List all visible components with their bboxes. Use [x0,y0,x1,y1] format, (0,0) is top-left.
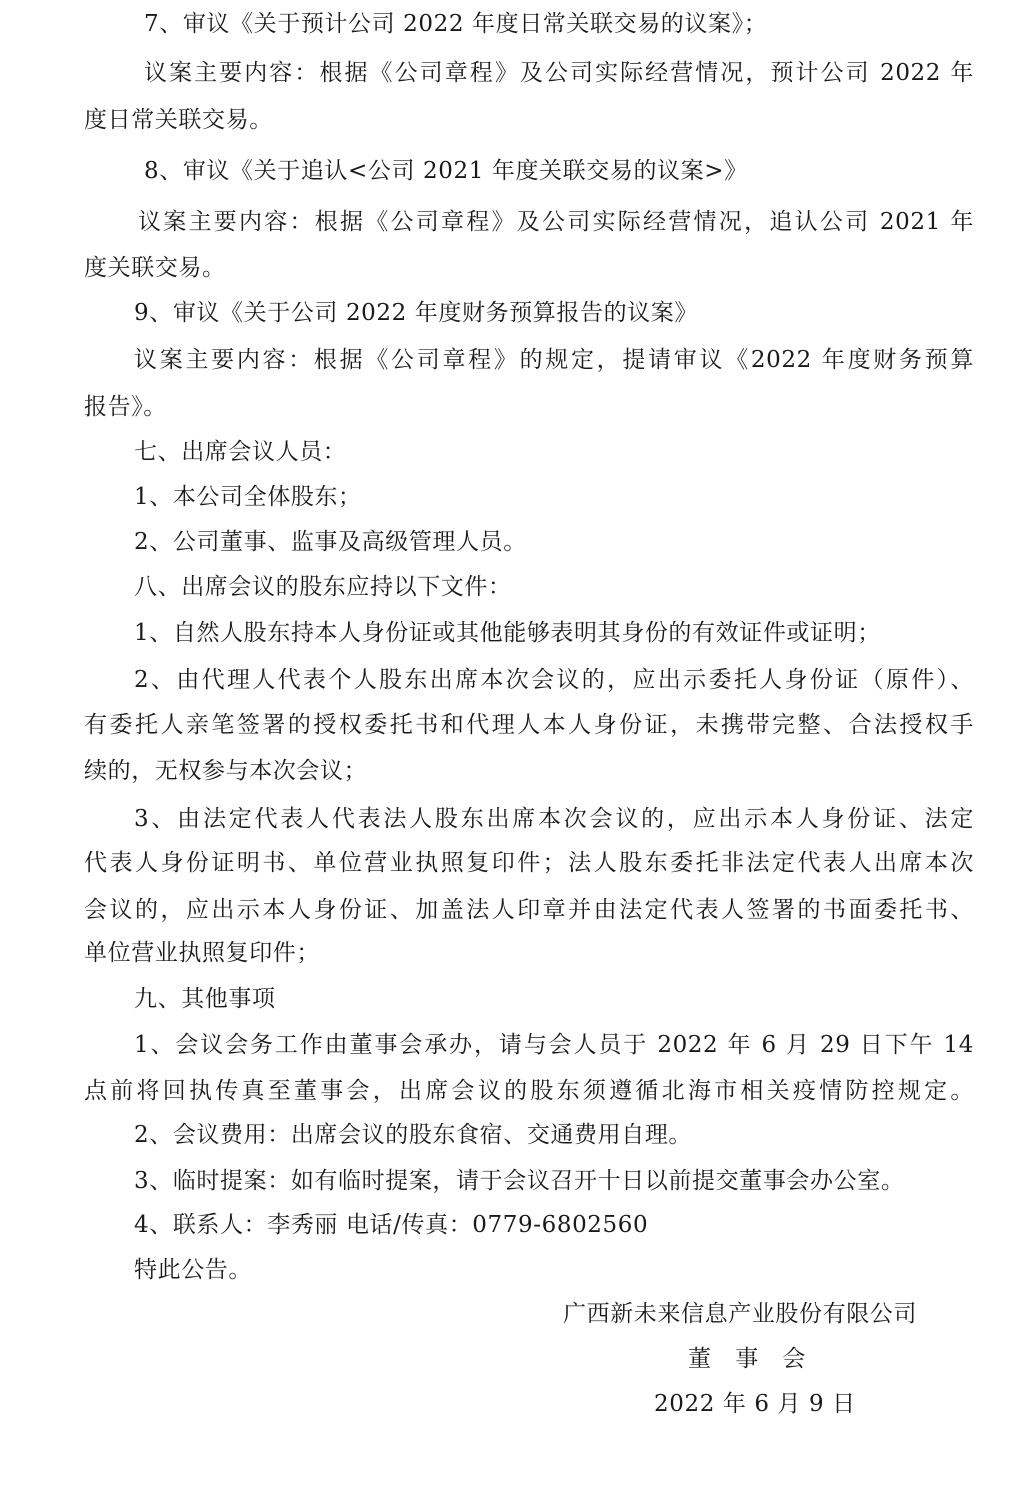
document-item-2-cont-end: 续的，无权参与本次会议； [84,758,368,784]
document-item-2-cont: 有委托人亲笔签署的授权委托书和代理人本人身份证，未携带完整、合法授权手 [84,712,974,738]
agenda-item-8-summary-cont: 度关联交易。 [84,255,226,281]
agenda-item-9-summary-cont: 报告》。 [84,394,167,420]
document-item-3-cont-end: 单位营业执照复印件； [84,940,320,966]
section-8-heading: 八、出席会议的股东应持以下文件： [134,574,512,600]
document-item-2: 2、由代理人代表个人股东出席本次会议的，应出示委托人身份证（原件）、 [134,667,974,693]
signature-date: 2022 年 6 月 9 日 [654,1391,856,1417]
document-item-3: 3、由法定代表人代表法人股东出席本次会议的，应出示本人身份证、法定 [134,806,974,832]
other-item-2: 2、会议费用：出席会议的股东食宿、交通费用自理。 [134,1122,693,1148]
agenda-item-7-summary-cont: 度日常关联交易。 [84,107,273,133]
agenda-item-8: 8、审议《关于追认<公司 2021 年度关联交易的议案>》 [144,158,748,184]
document-item-3-cont: 代表人身份证明书、单位营业执照复印件；法人股东委托非法定代表人出席本次 [84,850,974,876]
other-item-4-contact: 4、联系人：李秀丽 电话/传真：0779-6802560 [134,1212,649,1238]
agenda-item-7-summary: 议案主要内容：根据《公司章程》及公司实际经营情况，预计公司 2022 年 [144,60,974,86]
section-7-heading: 七、出席会议人员： [134,439,347,465]
agenda-item-9: 9、审议《关于公司 2022 年度财务预算报告的议案》 [134,300,698,326]
agenda-item-7: 7、审议《关于预计公司 2022 年度日常关联交易的议案》； [144,11,768,37]
section-9-heading: 九、其他事项 [134,986,276,1012]
attendee-item-1: 1、本公司全体股东； [134,484,362,510]
other-item-3: 3、临时提案：如有临时提案，请于会议召开十日以前提交董事会办公室。 [134,1168,905,1194]
other-item-1: 1、会议会务工作由董事会承办，请与会人员于 2022 年 6 月 29 日下午 14 [134,1032,974,1058]
document-item-1: 1、自然人股东持本人身份证或其他能够表明其身份的有效证件或证明； [134,620,881,646]
other-item-1-cont: 点前将回执传真至董事会，出席会议的股东须遵循北海市相关疫情防控规定。 [84,1078,974,1104]
closing-statement: 特此公告。 [134,1257,252,1283]
attendee-item-2: 2、公司董事、监事及高级管理人员。 [134,529,527,555]
agenda-item-8-summary: 议案主要内容：根据《公司章程》及公司实际经营情况，追认公司 2021 年 [138,209,974,235]
agenda-item-9-summary: 议案主要内容：根据《公司章程》的规定，提请审议《2022 年度财务预算 [134,347,974,373]
signature-board: 董 事 会 [688,1346,806,1372]
document-item-3-cont-2: 会议的，应出示本人身份证、加盖法人印章并由法定代表人签署的书面委托书、 [84,897,974,923]
signature-company: 广西新未来信息产业股份有限公司 [563,1301,917,1327]
